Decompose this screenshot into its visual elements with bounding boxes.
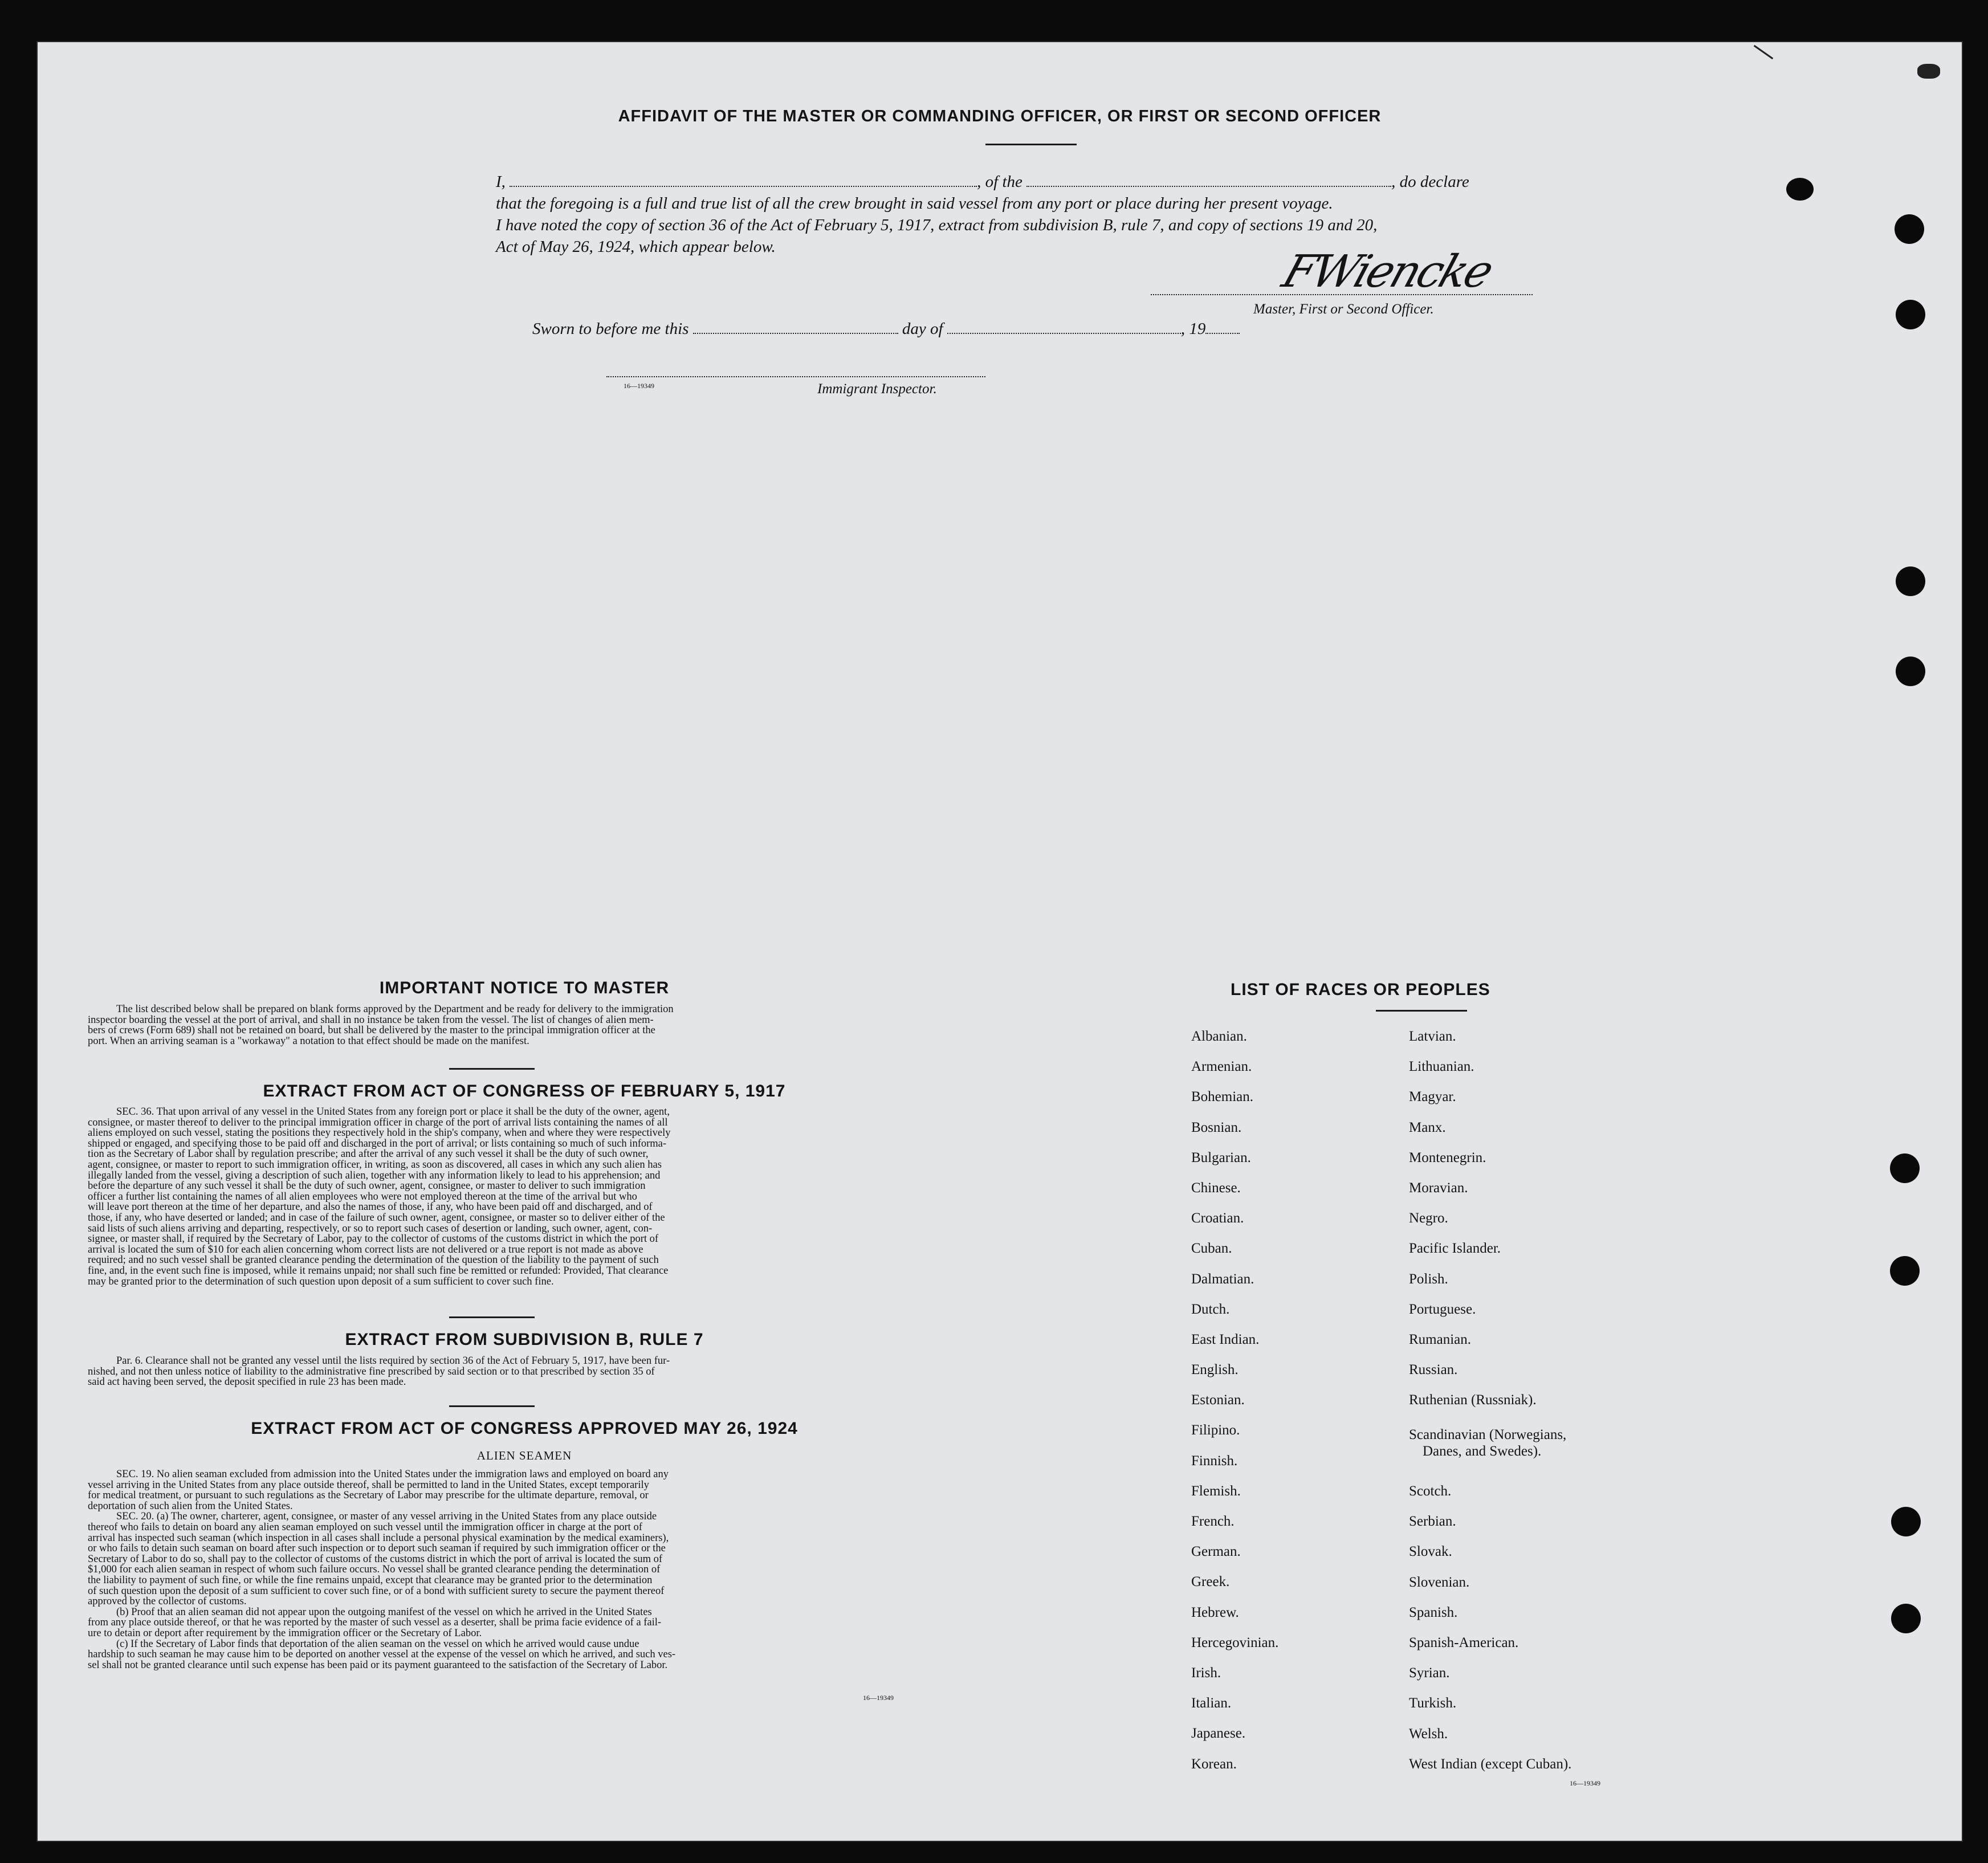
race-item: Portuguese. — [1409, 1301, 1476, 1317]
extract-rule7-line: Par. 6. Clearance shall not be granted any vessel until the lists required by section 36 of the Act of February 5, 1917, have been fur- — [116, 1355, 670, 1367]
sworn-year-blank — [1205, 333, 1240, 334]
extract-1917-line: required; and no such vessel shall be granted clearance pending the determination of the question of the liability to the payment of such — [88, 1254, 659, 1266]
binder-hole — [1890, 1153, 1920, 1183]
extract-1924-line: of such question upon the deposit of a sum sufficient to cover such fine, or of a bond with sufficient surety to secure the payment thereof — [88, 1585, 665, 1597]
extract-1917-line: aliens employed on such vessel, stating the positions they respectively hold in the ship's company, when and where they were respectively — [88, 1127, 671, 1139]
notice-line: port. When an arriving seaman is a "workaway" a notation to that effect should be made on the manifest. — [88, 1035, 529, 1047]
race-item: Negro. — [1409, 1210, 1448, 1226]
race-item: Hebrew. — [1191, 1604, 1239, 1620]
declaration-line-1 — [496, 171, 1556, 194]
binder-hole — [1895, 214, 1924, 244]
notice-title: IMPORTANT NOTICE TO MASTER — [379, 979, 670, 997]
race-item: Irish. — [1191, 1665, 1221, 1681]
race-item: Magyar. — [1409, 1089, 1456, 1105]
inspector-line — [606, 376, 985, 377]
race-item: Rumanian. — [1409, 1331, 1472, 1347]
extract-1924-line: Secretary of Labor to do so, shall pay to the collector of customs of the customs district in which the port of arrival is located the sum of — [88, 1553, 662, 1565]
races-right-column — [1409, 1029, 1648, 1787]
extract-1917-line: illegally landed from the vessel, giving a description of such alien, together with any information likely to lead to his apprehension; and — [88, 1169, 661, 1181]
races-title-rule — [1376, 1010, 1467, 1012]
extract-1917-line: SEC. 36. That upon arrival of any vessel in the United States from any foreign port or place it shall be the duty of the owner, agent, — [116, 1106, 670, 1118]
race-item: Pacific Islander. — [1409, 1241, 1501, 1257]
extract-1924-line: hardship to such seaman he may cause him to be deported on another vessel at the expense of the vessel on which he arrived, and such ves- — [88, 1649, 676, 1661]
extract-1924-line: or who fails to detain such seaman on board after such inspection or to deport such seaman if required by such immigration officer or the — [88, 1543, 666, 1555]
notice-text — [88, 1004, 977, 1046]
sworn-month-blank — [947, 333, 1181, 334]
race-item: Latvian. — [1409, 1029, 1456, 1044]
race-item: Slovenian. — [1409, 1574, 1470, 1590]
race-item: Dalmatian. — [1191, 1271, 1254, 1287]
extract-1917-line: said lists of such aliens arriving and departing, respectively, or so to report such cases of desertion or landing, such owner, agent, con- — [88, 1222, 653, 1234]
race-item: Syrian. — [1409, 1665, 1450, 1681]
declaration-line-3: I have noted the copy of section 36 of the Act of February 5, 1917, extract from subdivision B, rule 7, and copy of sections 19 and 20, — [496, 216, 1378, 234]
race-item: Estonian. — [1191, 1392, 1245, 1408]
race-item: Scandinavian (Norwegians, — [1409, 1427, 1567, 1443]
race-item: Serbian. — [1409, 1514, 1456, 1530]
race-item: Spanish-American. — [1409, 1634, 1519, 1650]
extract-1924-line: (c) If the Secretary of Labor finds that deportation of the alien seaman on the vessel on which he arrived would cause undue — [116, 1638, 639, 1650]
extract-rule7-text — [88, 1356, 977, 1388]
race-item: Polish. — [1409, 1271, 1448, 1287]
binder-hole — [1891, 1507, 1921, 1536]
extract-rule7-line: said act having been served, the deposit specified in rule 23 has been made. — [88, 1376, 406, 1388]
extract-1917-line: may be granted prior to the determination of such question upon deposit of a sum sufficient to cover such fine. — [88, 1275, 554, 1287]
binder-hole — [1890, 1256, 1920, 1286]
race-item: Bohemian. — [1191, 1089, 1254, 1105]
extract-rule7-title: EXTRACT FROM SUBDIVISION B, RULE 7 — [345, 1330, 704, 1349]
extract-1917-text — [88, 1107, 977, 1287]
document-page — [36, 41, 1963, 1842]
race-item: East Indian. — [1191, 1331, 1260, 1347]
race-item: Italian. — [1191, 1695, 1232, 1711]
race-item: Korean. — [1191, 1756, 1237, 1772]
notice-line: The list described below shall be prepared on blank forms approved by the Department and be ready for delivery to the immigration — [116, 1004, 674, 1015]
notice-line: bers of crews (Form 689) shall not be retained on board, but shall be delivered by the master to the principal immigration officer at the — [88, 1025, 655, 1037]
sworn-line — [532, 318, 1240, 340]
race-item: Hercegovinian. — [1191, 1634, 1279, 1650]
extract-1917-line: arrival is located the sum of $10 for each alien concerning whom correct lists are not delivered or a true report is not made as above — [88, 1244, 643, 1255]
extract-1924-line: $1,000 for each alien seaman in respect of whom such failure occurs. No vessel shall be granted clearance pending the determination of — [88, 1564, 661, 1576]
master-signature: FWiencke — [1276, 246, 1498, 297]
form-number-left: 16—19349 — [863, 1694, 894, 1702]
sworn-prefix: Sworn to before me this — [532, 320, 689, 338]
extract-1924-line: ure to detain or deport after requirement by the immigration officer or the Secretary of Labor. — [88, 1627, 482, 1639]
sworn-day-of: day of — [902, 320, 943, 338]
race-item: Greek. — [1191, 1574, 1230, 1590]
extract-1924-line: thereof who fails to detain on board any alien seaman employed on such vessel until the immigration officer in charge at the port of — [88, 1521, 642, 1533]
extract-1917-line: will leave port thereon at the time of her departure, and also the names of those, if any, who have been paid off and discharged, and of — [88, 1201, 653, 1213]
race-item: Finnish. — [1191, 1453, 1238, 1469]
scan-mark — [1754, 45, 1773, 59]
race-item: Albanian. — [1191, 1029, 1247, 1044]
race-item: Filipino. — [1191, 1422, 1240, 1438]
extract-1917-line: before the departure of any such vessel it shall be the duty of such owner, agent, consignee, or master to deliver to such immigration — [88, 1180, 646, 1192]
race-item: Montenegrin. — [1409, 1149, 1486, 1165]
affidavit-title: AFFIDAVIT OF THE MASTER OR COMMANDING OFFICER, OR FIRST OR SECOND OFFICER — [618, 107, 1382, 125]
extract-1924-line: SEC. 20. (a) The owner, charterer, agent, consignee, or master of any vessel arriving in the United States from any place outside — [116, 1511, 657, 1523]
scan-mark — [1917, 64, 1940, 79]
declaration-declare: , do declare — [1391, 173, 1469, 191]
race-item: Armenian. — [1191, 1059, 1252, 1075]
vessel-blank — [1026, 186, 1391, 187]
extract-1924-text — [88, 1469, 977, 1670]
section-rule — [449, 1316, 535, 1318]
races-title: LIST OF RACES OR PEOPLES — [1231, 980, 1490, 999]
sworn-year: , 19 — [1180, 320, 1206, 338]
extract-1924-line: SEC. 19. No alien seaman excluded from admission into the United States under the immigration laws and employed on board any — [116, 1469, 669, 1480]
extract-1924-title: EXTRACT FROM ACT OF CONGRESS APPROVED MAY 26, 1924 — [251, 1419, 798, 1438]
extract-1924-line: the liability to payment of such fine, or while the fine remains unpaid, except that clearance may be granted prior to the determination — [88, 1574, 653, 1586]
form-number-right: 16—19349 — [1570, 1779, 1600, 1787]
notice-line: inspector boarding the vessel at the port of arrival, and shall in no instance be taken from the vessel. The list of changes of alien mem- — [88, 1014, 654, 1026]
binder-hole — [1786, 178, 1814, 201]
declaration-line-2: that the foregoing is a full and true list of all the crew brought in said vessel from any port or place during her present voyage. — [496, 194, 1333, 213]
race-item: Scotch. — [1409, 1483, 1452, 1499]
race-item: Ruthenian (Russniak). — [1409, 1392, 1537, 1408]
title-rule — [985, 144, 1077, 145]
inspector-caption: Immigrant Inspector. — [817, 381, 937, 397]
race-item: Croatian. — [1191, 1210, 1244, 1226]
extract-1924-line: sel shall not be granted clearance until such expense has been paid or its payment guaranteed to the satisfaction of the Secretary of Labor. — [88, 1659, 668, 1671]
race-item: Russian. — [1409, 1362, 1458, 1378]
binder-hole — [1896, 657, 1925, 686]
extract-1917-title: EXTRACT FROM ACT OF CONGRESS OF FEBRUARY 5, 1917 — [263, 1082, 786, 1100]
race-item: Japanese. — [1191, 1726, 1246, 1742]
binder-hole — [1891, 1604, 1921, 1633]
race-item: Moravian. — [1409, 1180, 1468, 1196]
race-item: Dutch. — [1191, 1301, 1230, 1317]
race-item: Danes, and Swedes). — [1423, 1444, 1542, 1460]
extract-1924-line: for medical treatment, or pursuant to such regulations as the Secretary of Labor may prescribe for the ultimate departure, removal, or — [88, 1490, 649, 1502]
declaration-line-4: Act of May 26, 1924, which appear below. — [496, 238, 776, 256]
signature-caption: Master, First or Second Officer. — [1253, 301, 1434, 317]
extract-1924-line: approved by the collector of customs. — [88, 1596, 247, 1608]
race-item: Cuban. — [1191, 1241, 1232, 1257]
race-item: West Indian (except Cuban). — [1409, 1756, 1572, 1772]
declaration-i: I, — [496, 173, 506, 191]
extract-1917-line: consignee, or master thereof to deliver to the principal immigration officer in charge of the port of arrival lists containing the names of all — [88, 1116, 668, 1128]
race-item: Spanish. — [1409, 1604, 1458, 1620]
extract-1924-line: vessel arriving in the United States from any place outside thereof, shall be permitted to land in the United States, except temporarily — [88, 1479, 649, 1491]
extract-1917-line: fine, and, in the event such fine is imposed, while it remains unpaid; nor shall such fine be remitted or refunded: Provided, That clearance — [88, 1265, 669, 1277]
race-item: French. — [1191, 1514, 1235, 1529]
race-item: Bulgarian. — [1191, 1149, 1251, 1165]
extract-1924-line: arrival has inspected such seaman (which inspection in all cases shall include a personal physical examination by the medical examiners), — [88, 1532, 669, 1544]
race-item: German. — [1191, 1544, 1241, 1560]
race-item: Welsh. — [1409, 1726, 1448, 1742]
extract-1917-line: shipped or engaged, and specifying those to be paid off and discharged in the port of arrival; or lists containing so much of such informa- — [88, 1138, 667, 1149]
race-item: Manx. — [1409, 1119, 1446, 1135]
form-number-top: 16—19349 — [624, 382, 654, 390]
section-rule — [449, 1068, 535, 1070]
section-rule — [449, 1405, 535, 1407]
race-item: Lithuanian. — [1409, 1059, 1474, 1075]
race-item: English. — [1191, 1362, 1239, 1378]
sworn-day-blank — [693, 333, 898, 334]
extract-1924-line: (b) Proof that an alien seaman did not appear upon the outgoing manifest of the vessel on which he arrived in the United States — [116, 1606, 652, 1618]
extract-1917-line: officer a further list containing the names of all alien employees who were not employed thereon at the time of the arrival but who — [88, 1191, 637, 1202]
name-blank — [510, 186, 977, 187]
extract-1924-line: from any place outside thereof, or that he was reported by the master of such vessel as a deserter, shall be prima facie evidence of a fail- — [88, 1617, 662, 1629]
race-item: Bosnian. — [1191, 1119, 1242, 1135]
signature-line — [1151, 294, 1533, 295]
extract-1917-line: those, if any, who have deserted or landed; and in case of the failure of such owner, agent, consignee, or master so to deliver either of the — [88, 1212, 665, 1224]
race-item: Turkish. — [1409, 1695, 1457, 1711]
extract-1917-line: signee, or master shall, if required by the Secretary of Labor, pay to the collector of customs of the customs district in which the port of — [88, 1233, 659, 1245]
race-item: Flemish. — [1191, 1483, 1241, 1499]
declaration-of-the: , of the — [977, 173, 1022, 191]
extract-rule7-line: nished, and not then unless notice of liability to the administrative fine prescribed by said section or to that prescribed by section 35 of — [88, 1365, 655, 1377]
binder-hole — [1896, 300, 1925, 329]
extract-1917-line: tion as the Secretary of Labor shall by regulation prescribe; and after the arrival of any such vessel it shall be the duty of such owner, — [88, 1148, 649, 1160]
extract-1924-subtitle: ALIEN SEAMEN — [476, 1449, 572, 1462]
extract-1917-line: agent, consignee, or master to report to such immigration officer, in writing, as soon as discovered, all cases in which any such alien has — [88, 1159, 662, 1171]
extract-1924-line: deportation of such alien from the United States. — [88, 1500, 293, 1512]
race-item: Chinese. — [1191, 1180, 1241, 1196]
binder-hole — [1896, 566, 1925, 596]
race-item: Slovak. — [1409, 1544, 1452, 1560]
